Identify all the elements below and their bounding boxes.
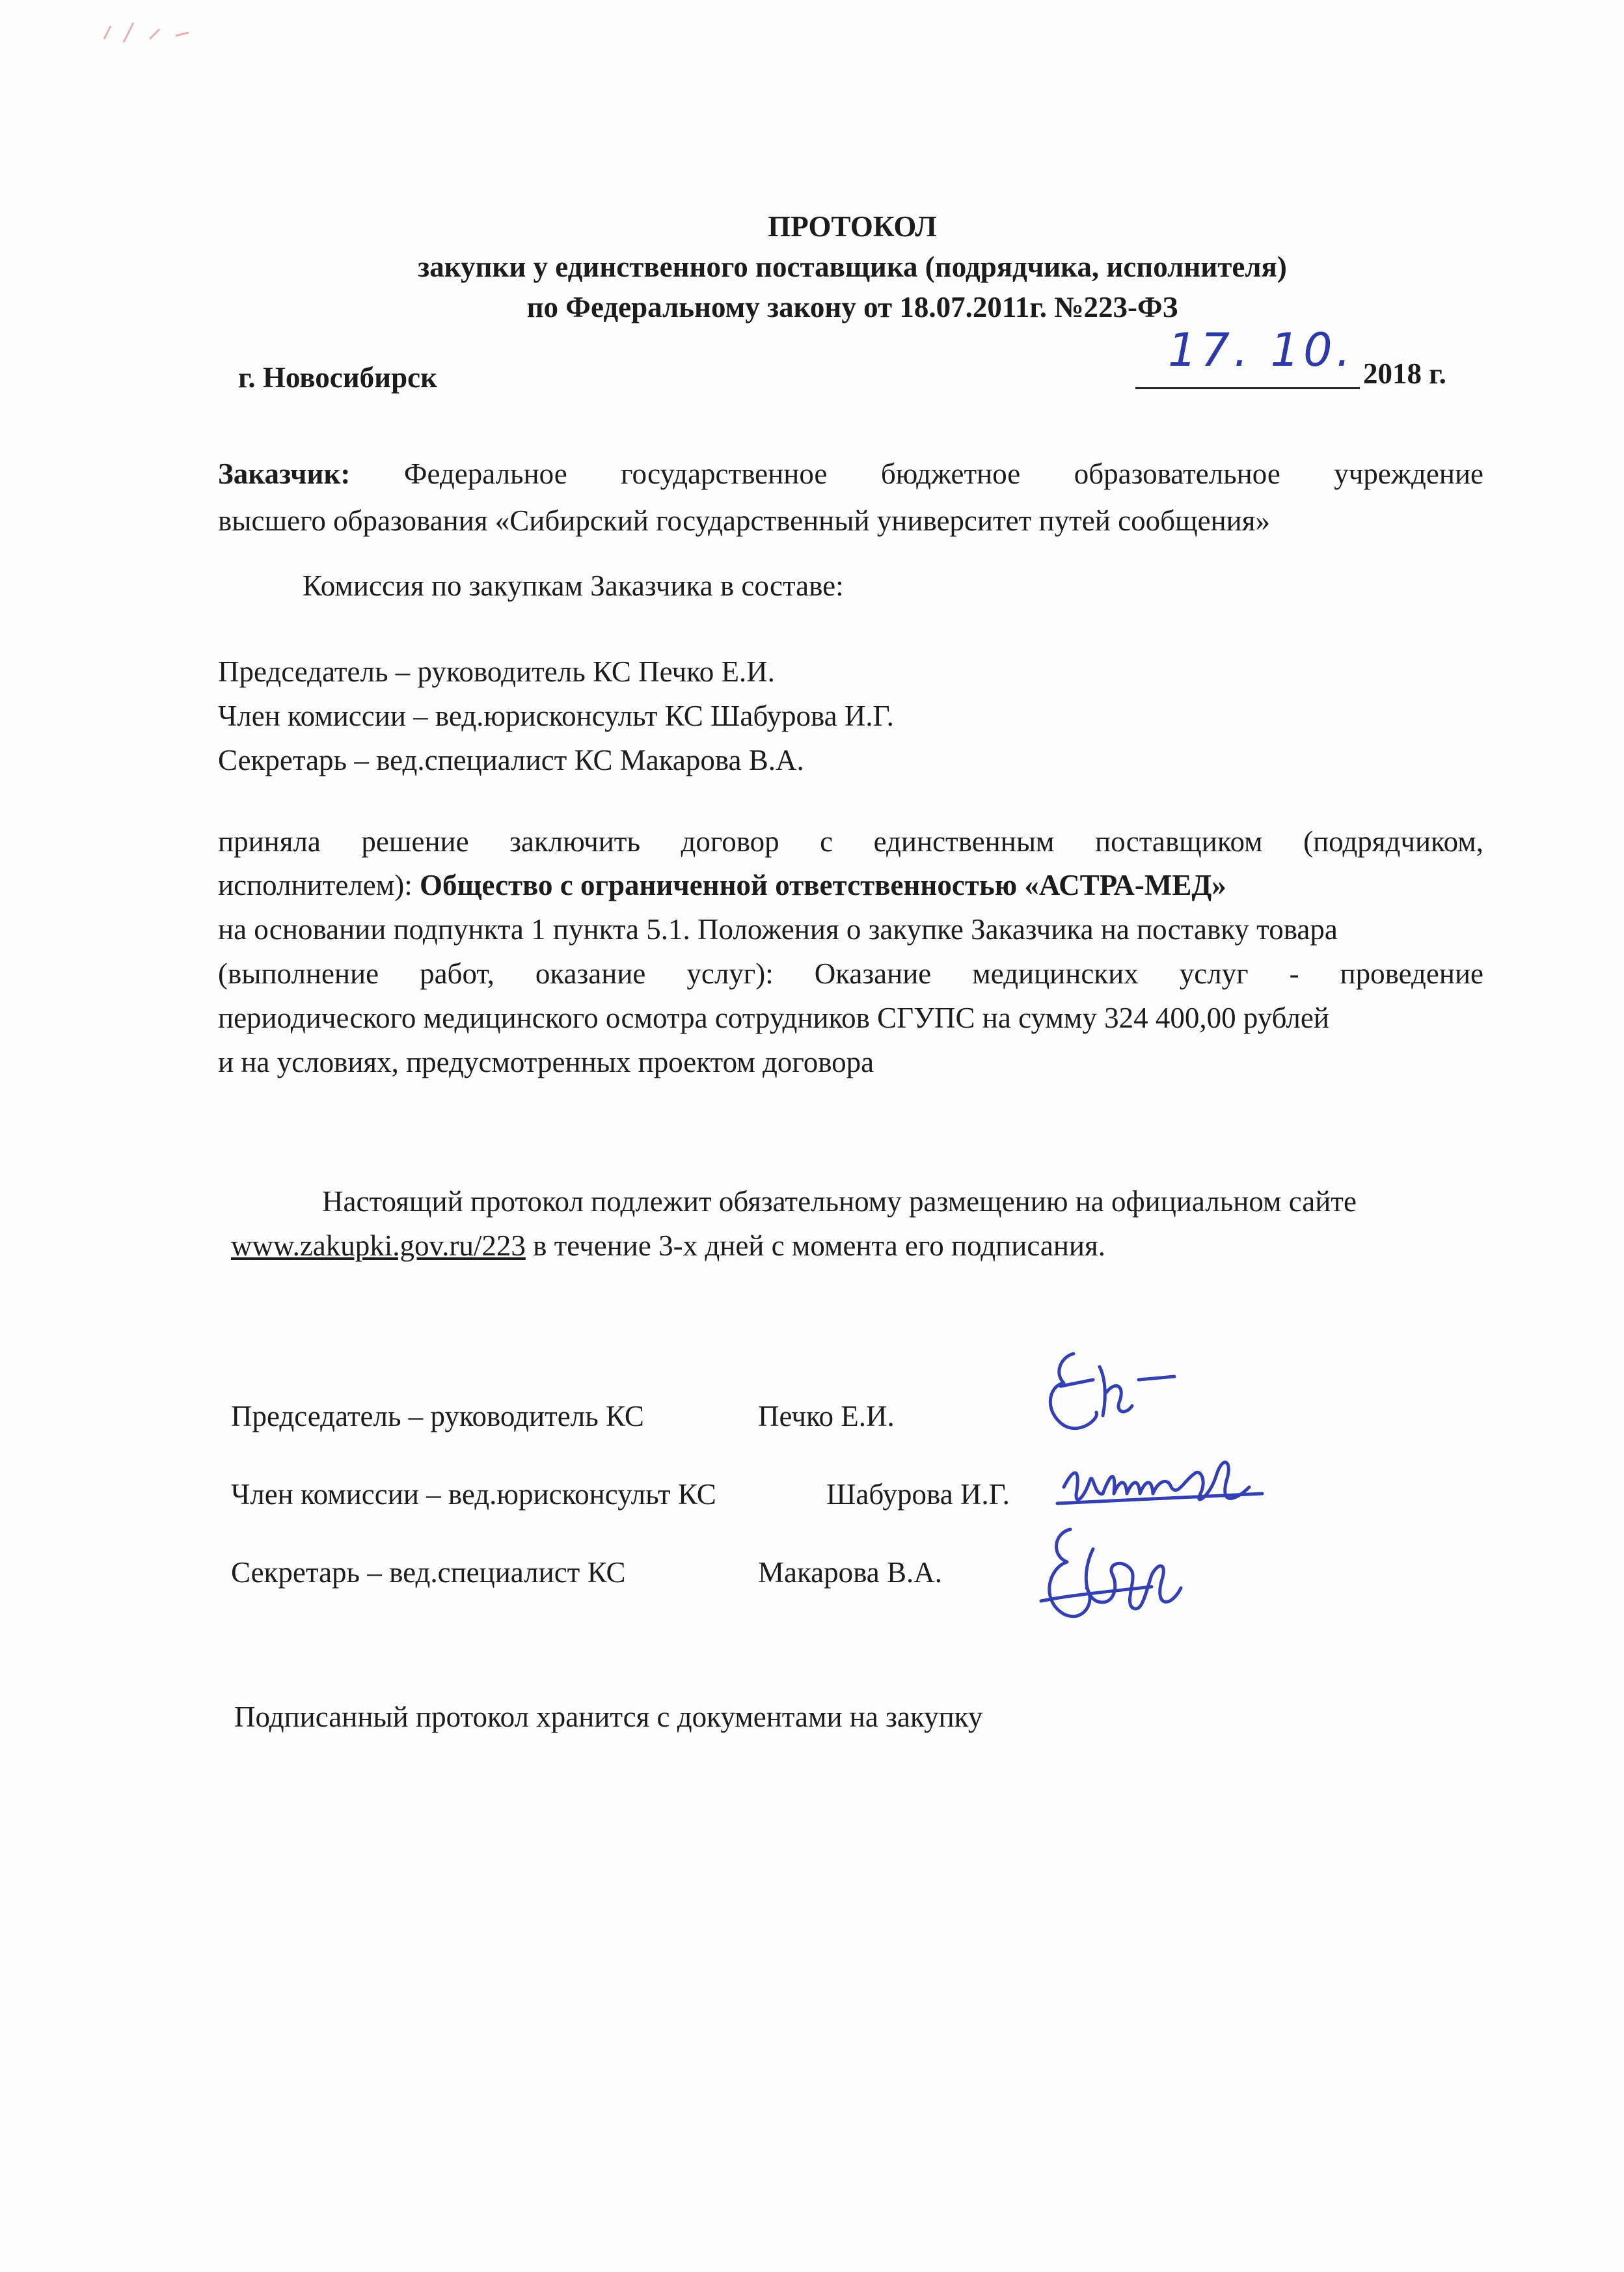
commission-member-3: Секретарь – вед.специалист КС Макарова В.А. bbox=[218, 744, 804, 776]
publication-line-2 bbox=[231, 1227, 1105, 1264]
signature-name-secretary: Макарова В.А. bbox=[758, 1556, 943, 1589]
document-title: ПРОТОКОЛ bbox=[768, 210, 937, 243]
handwritten-signature-chairman bbox=[1035, 1341, 1191, 1451]
supplier-name: Общество с ограниченной ответственностью «АСТРА-МЕД» bbox=[419, 869, 1226, 901]
signature-name-member: Шабурова И.Г. bbox=[826, 1478, 1010, 1511]
decision-line-3: на основании подпункта 1 пункта 5.1. Положения о закупке Заказчика на поставку товара bbox=[218, 913, 1338, 946]
customer-line-1 bbox=[218, 456, 1483, 492]
document-subtitle: закупки у единственного поставщика (подрядчика, исполнителя) bbox=[418, 251, 1287, 283]
law-reference: по Федеральному закону от 18.07.2011г. №223-ФЗ bbox=[526, 291, 1178, 323]
signature-role-member: Член комиссии – вед.юрисконсульт КС bbox=[231, 1478, 716, 1511]
year: 2018 г. bbox=[1363, 357, 1446, 390]
decision-line-1: приняла решение заключить договор с единственным поставщиком (подрядчиком, bbox=[218, 825, 1483, 858]
decision-line-5: периодического медицинского осмотра сотрудников СГУПС на сумму 324 400,00 рублей bbox=[218, 1002, 1329, 1034]
commission-intro: Комиссия по закупкам Заказчика в составе: bbox=[303, 569, 844, 602]
footer-note: Подписанный протокол хранится с документами на закупку bbox=[234, 1701, 983, 1733]
decision-line-4: (выполнение работ, оказание услуг): Оказание медицинских услуг - проведение bbox=[218, 957, 1483, 990]
decision-line-6: и на условиях, предусмотренных проектом договора bbox=[218, 1046, 874, 1078]
handwritten-date: 17. 10. bbox=[1168, 323, 1355, 377]
decision-line-2 bbox=[218, 867, 1226, 903]
zakupki-link[interactable]: www.zakupki.gov.ru/223 bbox=[231, 1229, 526, 1262]
customer-line-2: высшего образования «Сибирский государственный университет путей сообщения» bbox=[218, 504, 1270, 537]
scan-mark bbox=[98, 13, 202, 52]
signature-role-secretary: Секретарь – вед.специалист КС bbox=[231, 1556, 626, 1589]
customer-name-part-1: Федеральное государственное бюджетное образовательное учреждение bbox=[403, 458, 1483, 490]
commission-member-2: Член комиссии – вед.юрисконсульт КС Шабурова И.Г. bbox=[218, 700, 894, 732]
commission-member-1: Председатель – руководитель КС Печко Е.И. bbox=[218, 655, 775, 688]
publication-line-1: Настоящий протокол подлежит обязательному размещению на официальном сайте bbox=[322, 1185, 1357, 1218]
city: г. Новосибирск bbox=[238, 361, 437, 394]
handwritten-signature-secretary bbox=[1022, 1510, 1204, 1647]
publication-suffix: в течение 3-х дней с момента его подписания. bbox=[525, 1229, 1105, 1262]
customer-label: Заказчик: bbox=[218, 458, 351, 490]
decision-prefix: исполнителем): bbox=[218, 869, 420, 901]
signature-role-chairman: Председатель – руководитель КС bbox=[231, 1400, 644, 1432]
signature-name-chairman: Печко Е.И. bbox=[758, 1400, 895, 1432]
date-blank-line bbox=[1135, 387, 1360, 389]
